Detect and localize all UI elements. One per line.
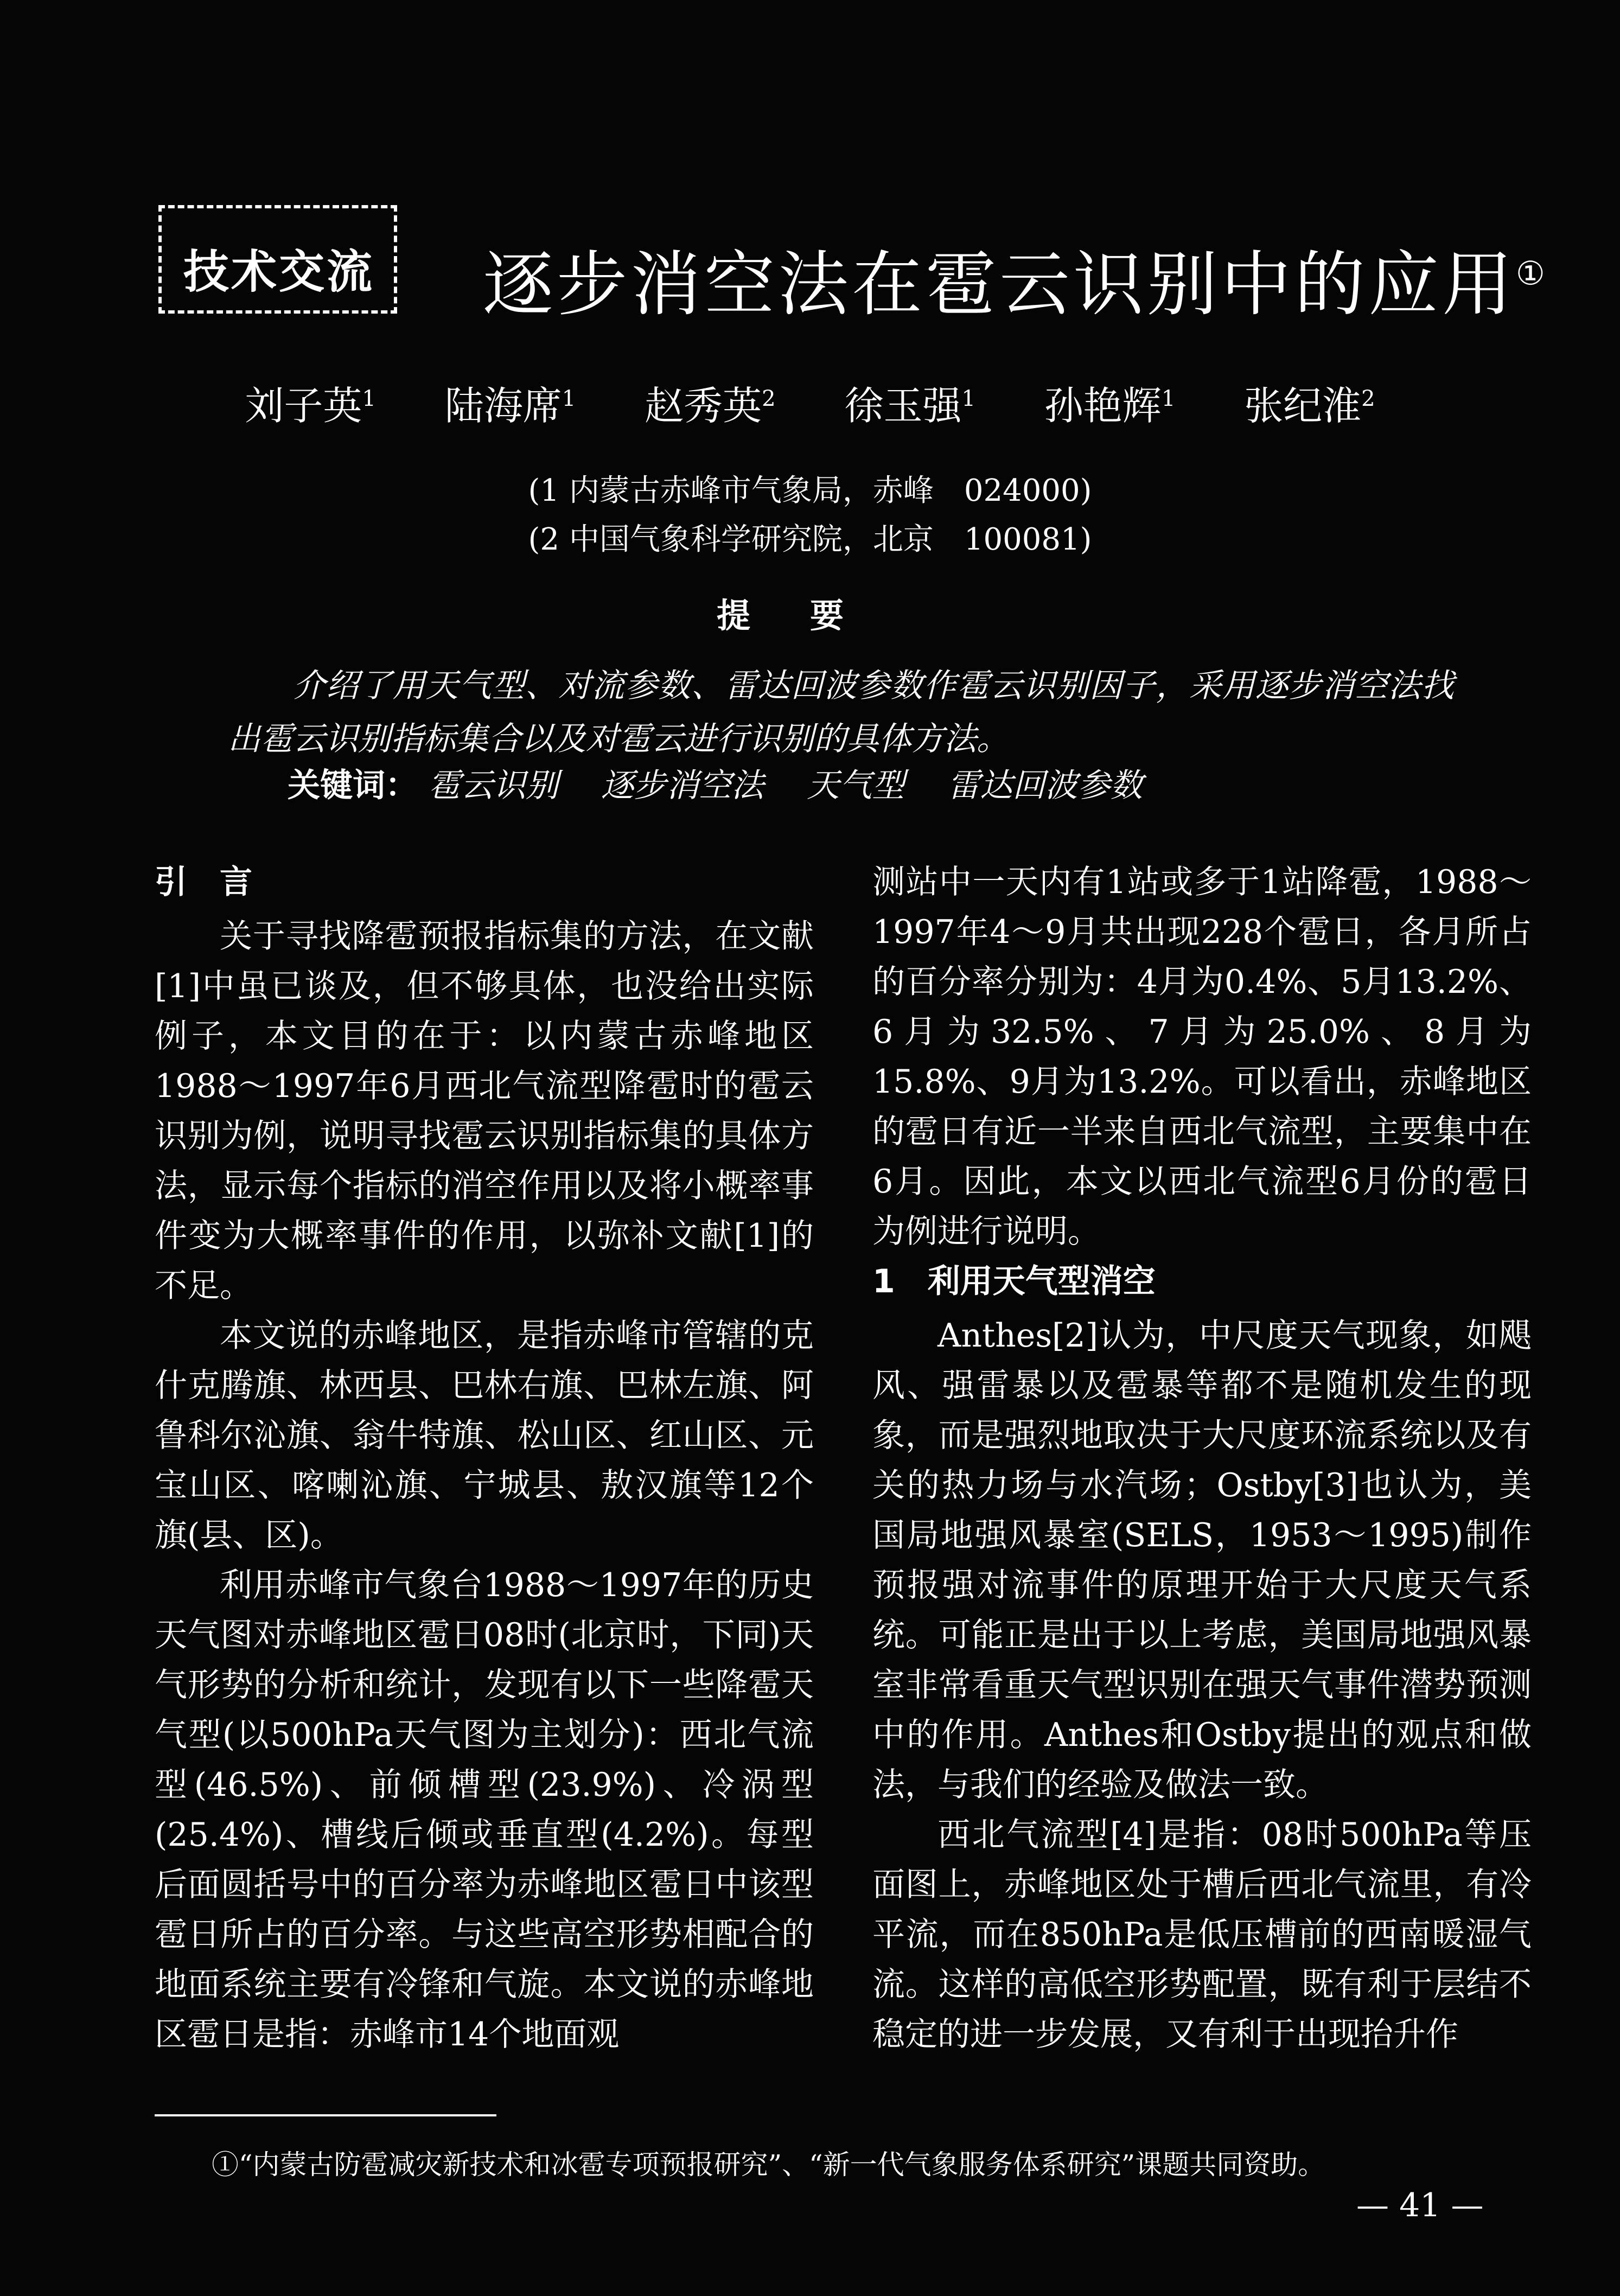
keyword: 天气型 <box>807 767 905 805</box>
author: 刘子英$^1$ <box>245 383 376 429</box>
keyword: 雹云识别 <box>428 767 559 805</box>
paragraph: 本文说的赤峰地区，是指赤峰市管辖的克什克腾旗、林西县、巴林右旗、巴林左旗、阿鲁科尔沁旗、翁牛特旗、松山区、红山区、元宝山区、喀喇沁旗、宁城县、敖汉旗等12个旗(县、区)。 <box>155 1317 814 1554</box>
affiliation-2: (2 中国气象科学研究院，北京 100081) <box>528 522 1092 557</box>
article-title-text: 逐步消空法在雹云识别中的应用 <box>483 243 1516 326</box>
author-list <box>0 374 1620 431</box>
paragraph: 利用赤峰市气象台1988～1997年的历史天气图对赤峰地区雹日08时(北京时，下同)天气形势的分析和统计，发现有以下一些降雹天气型(以500hPa天气图为主划分)：西北气流型(46.5%)、前倾槽型(23.9%)、冷涡型(25.4%)、槽线后倾或垂直型(4.2%)。每型后面圆括号中的百分率为赤峰地区雹日中该型雹日所占的百分率。与这些高空形势相配合的地面系统主要有冷锋和气旋。本文说的赤峰地区雹日是指：赤峰市14个地面观 <box>155 1566 814 2053</box>
column-badge-label: 技术交流 <box>183 245 375 298</box>
keywords-label: 关键词： <box>288 767 418 805</box>
author: 赵秀英$^2$ <box>645 383 776 429</box>
keywords <box>288 760 1175 806</box>
abstract-text: 介绍了用天气型、对流参数、雷达回波参数作雹云识别因子，采用逐步消空法找出雹云识别指标集合以及对雹云进行识别的具体方法。 <box>228 667 1454 758</box>
author: 徐玉强$^1$ <box>844 383 975 429</box>
right-column <box>872 857 1532 2059</box>
affiliation-1: (1 内蒙古赤峰市气象局，赤峰 024000) <box>528 473 1092 508</box>
footnote-rule <box>155 2114 496 2116</box>
author: 张纪淮$^2$ <box>1244 383 1375 429</box>
article-title <box>483 228 1548 329</box>
left-column <box>155 857 814 2059</box>
paragraph-continued: 测站中一天内有1站或多于1站降雹，1988～1997年4～9月共出现228个雹日，各月所占的百分率分别为：4月为0.4%、5月13.2%、6月为32.5%、7月为25.0%、8月为15.8%、9月为13.2%。可以看出，赤峰地区的雹日有近一半来自西北气流型，主要集中在6月。因此，本文以西北气流型6月份的雹日为例进行说明。 <box>872 863 1532 1251</box>
paragraph: Anthes[2]认为，中尺度天气现象，如飓风、强雷暴以及雹暴等都不是随机发生的现象，而是强烈地取决于大尺度环流系统以及有关的热力场与水汽场；Ostby[3]也认为，美国局地强风暴室(SELS，1953～1995)制作预报强对流事件的原理开始于大尺度天气系统。可能正是出于以上考虑，美国局地强风暴室非常看重天气型识别在强天气事件潜势预测中的作用。Anthes和Ostby提出的观点和做法，与我们的经验及做法一致。 <box>872 1317 1532 1804</box>
paragraph: 关于寻找降雹预报指标集的方法，在文献[1]中虽已谈及，但不够具体，也没给出实际例子，本文目的在于：以内蒙古赤峰地区1988～1997年6月西北气流型降雹时的雹云识别为例，说明寻找雹云识别指标集的具体方法，显示每个指标的消空作用以及将小概率事件变为大概率事件的作用，以弥补文献[1]的不足。 <box>155 917 814 1305</box>
abstract-heading: 提要 <box>716 596 903 635</box>
section-heading-intro: 引 言 <box>155 863 252 901</box>
keyword: 雷达回波参数 <box>947 767 1143 805</box>
keyword: 逐步消空法 <box>601 767 764 805</box>
paragraph: 西北气流型[4]是指：08时500hPa等压面图上，赤峰地区处于槽后西北气流里，有冷平流，而在850hPa是低压槽前的西南暖湿气流。这样的高低空形势配置，既有利于层结不稳定的进一步发展，又有利于出现抬升作 <box>872 1816 1532 2053</box>
page-number: — 41 — <box>1356 2186 1484 2224</box>
title-footnote-mark: ① <box>1516 254 1548 293</box>
footnote: ①“内蒙古防雹减灾新技术和冰雹专项预报研究”、“新一代气象服务体系研究”课题共同资助。 <box>212 2149 1325 2180</box>
author: 孙艳辉$^1$ <box>1044 383 1176 429</box>
author: 陆海席$^1$ <box>444 383 576 429</box>
section-heading-1: 1 利用天气型消空 <box>872 1262 1156 1300</box>
column-badge <box>158 205 397 314</box>
